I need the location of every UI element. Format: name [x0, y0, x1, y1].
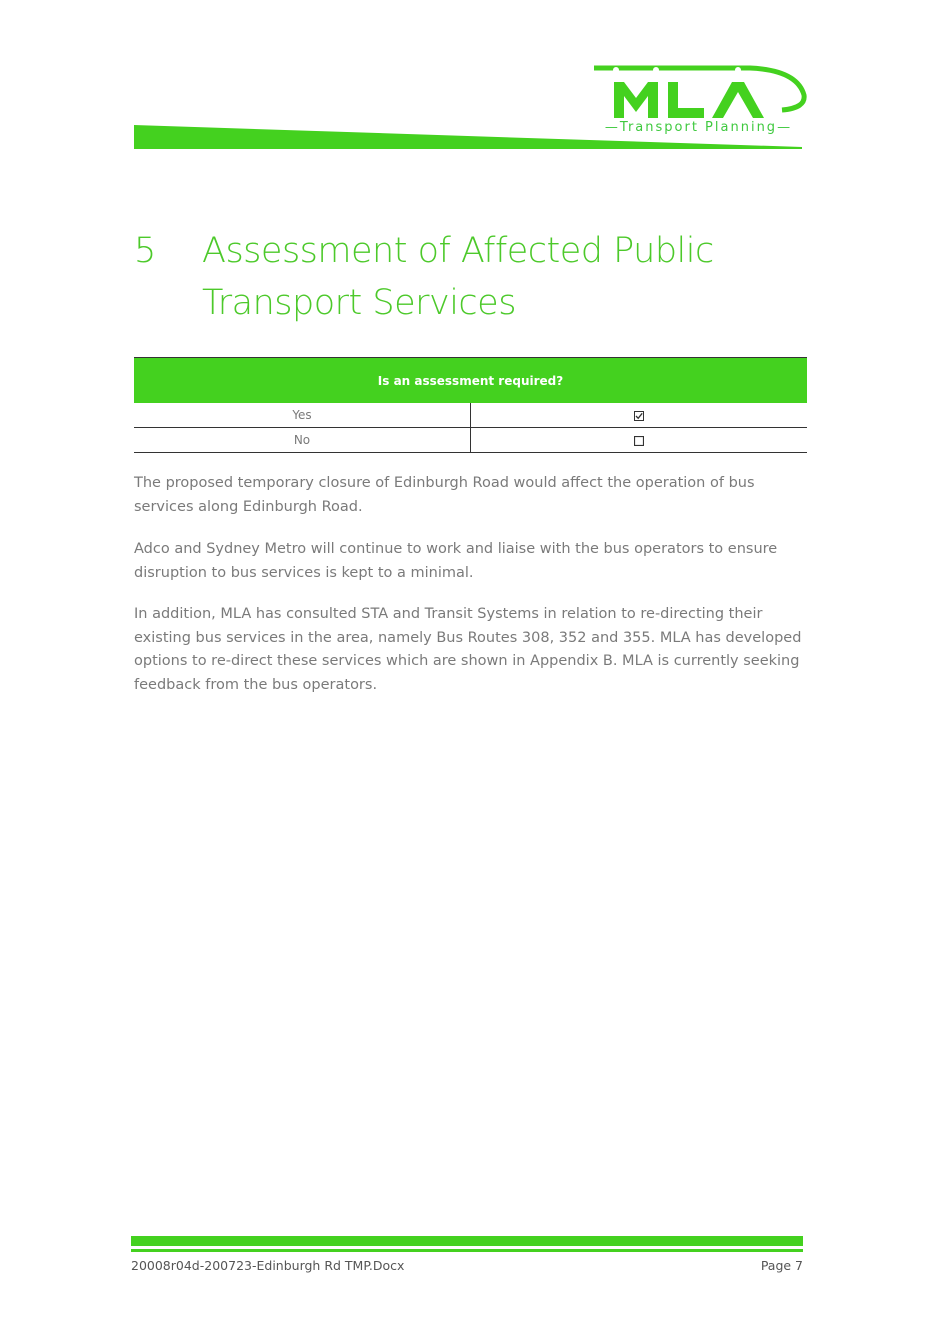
- footer-page-number: Page 7: [760, 1258, 803, 1273]
- footer-document-name: 20008r04d-200723-Edinburgh Rd TMP.Docx: [131, 1258, 405, 1273]
- table-row: [134, 403, 807, 428]
- table-row: [134, 428, 807, 453]
- footer-bar: [131, 1236, 803, 1254]
- table-header: Is an assessment required?: [134, 358, 807, 404]
- logo-subtitle: —Transport Planning—: [596, 120, 801, 135]
- row-label-no: No: [134, 428, 471, 453]
- assessment-table: [134, 357, 807, 453]
- paragraph-closure: The proposed temporary closure of Edinburgh Road would affect the operation of bus services along Edinburgh Road.: [134, 475, 755, 515]
- checkbox-cell-yes: [471, 403, 808, 428]
- checkbox-cell-no: [471, 428, 808, 453]
- row-label-yes: Yes: [134, 403, 471, 428]
- section-number: 5: [134, 231, 157, 271]
- unchecked-box-icon[interactable]: [634, 436, 644, 446]
- paragraph-redirect: In addition, MLA has consulted STA and Transit Systems in relation to re-directing their existing bus services in the area, namely Bus Routes 308, 352 and 355. MLA has developed options to re-direct these services which are shown in Appendix B. MLA is currently seeking feedback from the bus operators.: [134, 606, 802, 693]
- paragraph-liaison: Adco and Sydney Metro will continue to work and liaise with the bus operators to ensure disruption to bus services is kept to a minimal.: [134, 541, 778, 581]
- section-title: Assessment of Affected Public Transport Services: [202, 231, 714, 323]
- checked-box-icon[interactable]: [634, 411, 644, 421]
